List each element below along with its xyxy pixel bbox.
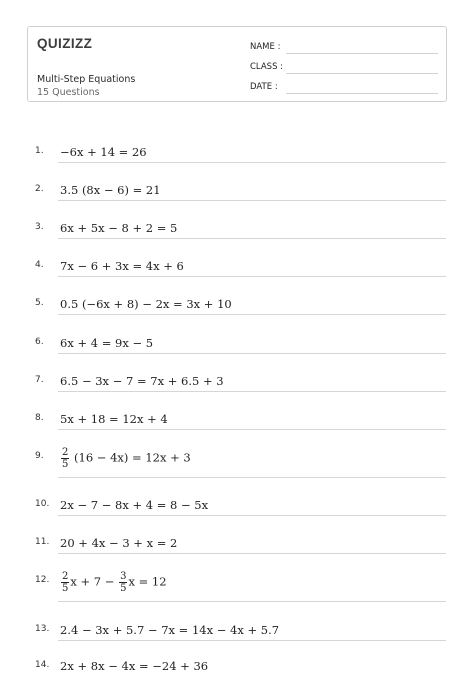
answer-line[interactable] — [58, 238, 446, 239]
answer-line[interactable] — [58, 162, 446, 163]
answer-line[interactable] — [58, 200, 446, 201]
question-expression: 2x + 8x − 4x = −24 + 36 — [60, 659, 209, 673]
question-expression: 3.5 (8x − 6) = 21 — [60, 183, 161, 197]
answer-line[interactable] — [58, 601, 446, 602]
question-number: 1. — [35, 146, 44, 156]
question-expression: 6.5 − 3x − 7 = 7x + 6.5 + 3 — [60, 374, 224, 388]
question-number: 13. — [35, 624, 50, 634]
question-expression: −6x + 14 = 26 — [60, 145, 147, 159]
question-number: 14. — [35, 660, 50, 670]
question-number: 12. — [35, 575, 50, 585]
question-expression: 0.5 (−6x + 8) − 2x = 3x + 10 — [60, 297, 232, 311]
answer-line[interactable] — [58, 353, 446, 354]
question-expression: 2.4 − 3x + 5.7 − 7x = 14x − 4x + 5.7 — [60, 623, 280, 637]
date-label: DATE : — [250, 82, 278, 92]
question-number: 10. — [35, 499, 50, 509]
fraction: $\frac{2}{5}$ — [62, 447, 69, 470]
question-count: 15 Questions — [37, 87, 100, 98]
question-expression: 6x + 4 = 9x − 5 — [60, 336, 154, 350]
question-expression: 2x − 7 − 8x + 4 = 8 − 5x — [60, 498, 209, 512]
question-number: 5. — [35, 298, 44, 308]
question-expression: 7x − 6 + 3x = 4x + 6 — [60, 259, 184, 273]
answer-line[interactable] — [58, 429, 446, 430]
answer-line[interactable] — [58, 314, 446, 315]
question-number: 8. — [35, 413, 44, 423]
fraction: $\frac{2}{5}$ — [62, 571, 69, 594]
question-expression: $\frac{2}{5}$ x + 7 − $\frac{3}{5}$ x = 12 — [62, 571, 167, 594]
question-number: 9. — [35, 451, 44, 461]
answer-line[interactable] — [58, 391, 446, 392]
class-label: CLASS : — [250, 62, 284, 72]
question-number: 4. — [35, 260, 44, 270]
quizizz-logo: QUIZIZZ — [37, 36, 93, 51]
question-number: 2. — [35, 184, 44, 194]
name-label: NAME : — [250, 42, 281, 52]
question-number: 3. — [35, 222, 44, 232]
question-expression: 6x + 5x − 8 + 2 = 5 — [60, 221, 178, 235]
question-expression: $\frac{2}{5}$ (16 − 4x) = 12x + 3 — [62, 447, 191, 470]
answer-line[interactable] — [58, 640, 446, 641]
question-number: 7. — [35, 375, 44, 385]
question-expression: 5x + 18 = 12x + 4 — [60, 412, 168, 426]
answer-line[interactable] — [58, 276, 446, 277]
question-number: 6. — [35, 337, 44, 347]
fraction: $\frac{3}{5}$ — [120, 571, 127, 594]
question-expression: 20 + 4x − 3 + x = 2 — [60, 536, 178, 550]
answer-line[interactable] — [58, 477, 446, 478]
worksheet-title: Multi-Step Equations — [37, 74, 136, 85]
question-number: 11. — [35, 537, 50, 547]
answer-line[interactable] — [58, 515, 446, 516]
answer-line[interactable] — [58, 553, 446, 554]
